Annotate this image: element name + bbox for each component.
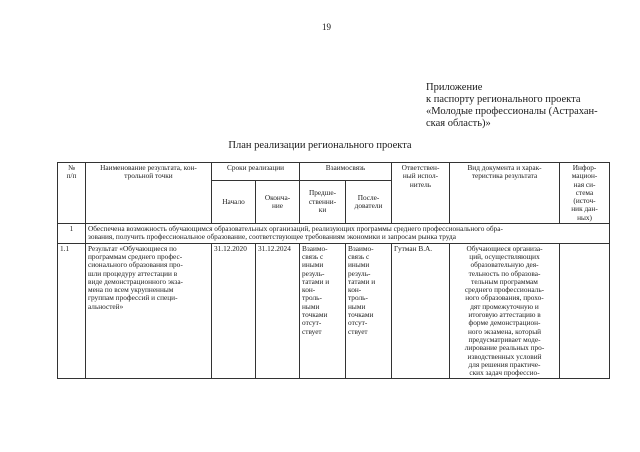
header-row [58, 163, 610, 181]
header-end: Оконча- ние [256, 180, 300, 223]
appendix-line: «Молодые профессионалы (Астрахан- [426, 106, 598, 117]
row-info-system [560, 243, 610, 379]
row-num: 1.1 [58, 243, 86, 379]
header-dates-group: Сроки реализации [212, 163, 300, 181]
page-number: 19 [322, 22, 331, 32]
appendix-note [426, 82, 631, 130]
header-relation-group: Взаимосвязь [300, 163, 392, 181]
plan-title: План реализации регионального проекта [228, 140, 412, 151]
row-start: 31.12.2020 [212, 243, 256, 379]
appendix-line: к паспорту регионального проекта [426, 94, 581, 105]
row-end: 31.12.2024 [256, 243, 300, 379]
row-responsible: Гутман В.А. [392, 243, 450, 379]
row-name: Результат «Обучающиеся по программам среднего профес- сионального образования про- шли процедуру аттестации в виде демонстрационного экза- мена по всем укрупненным группам профессий и специ- альностей» [86, 243, 212, 379]
appendix-line: ская область)» [426, 118, 491, 129]
header-num: № п/п [58, 163, 86, 224]
section-num: 1 [58, 224, 86, 244]
section-text: Обеспечена возможность обучающимся образовательных организаций, реализующих программы среднего профессионального обра- зования, получить профессиональное образование, соответствующее требованиям экономики и запросам рынка труда [86, 224, 610, 244]
table-row [58, 243, 610, 379]
row-predecessors: Взаимо- связь с иными резуль- татами и кон- троль- ными точками отсут- ствует [300, 243, 346, 379]
header-document: Вид документа и харак- теристика результата [450, 163, 560, 224]
header-successors: После- дователи [346, 180, 392, 223]
header-info-system: Инфор- мацион- ная си- стема (источ- ник дан- ных) [560, 163, 610, 224]
row-document: Обучающиеся организа- ций, осуществляющих образовательную дея- тельность по образова- тельным программам среднего профессиональ- ного образования, прохо- дят промежуточную и итоговую аттестацию в форме демонстрацион- ного экзамена, который предусматривает моде- лирование реальных про- изводственных условий для решения практиче- ских задач профессио- [450, 243, 560, 379]
header-predecessors: Предше- ственни- ки [300, 180, 346, 223]
header-responsible: Ответствен- ный испол- нитель [392, 163, 450, 224]
appendix-line: Приложение [426, 82, 483, 93]
plan-table [57, 162, 610, 379]
header-start: Начало [212, 180, 256, 223]
row-successors: Взаимо- связь с иными резуль- татами и кон- троль- ными точками отсут- ствует [346, 243, 392, 379]
header-name: Наименование результата, кон- трольной точки [86, 163, 212, 224]
section-row [58, 224, 610, 244]
